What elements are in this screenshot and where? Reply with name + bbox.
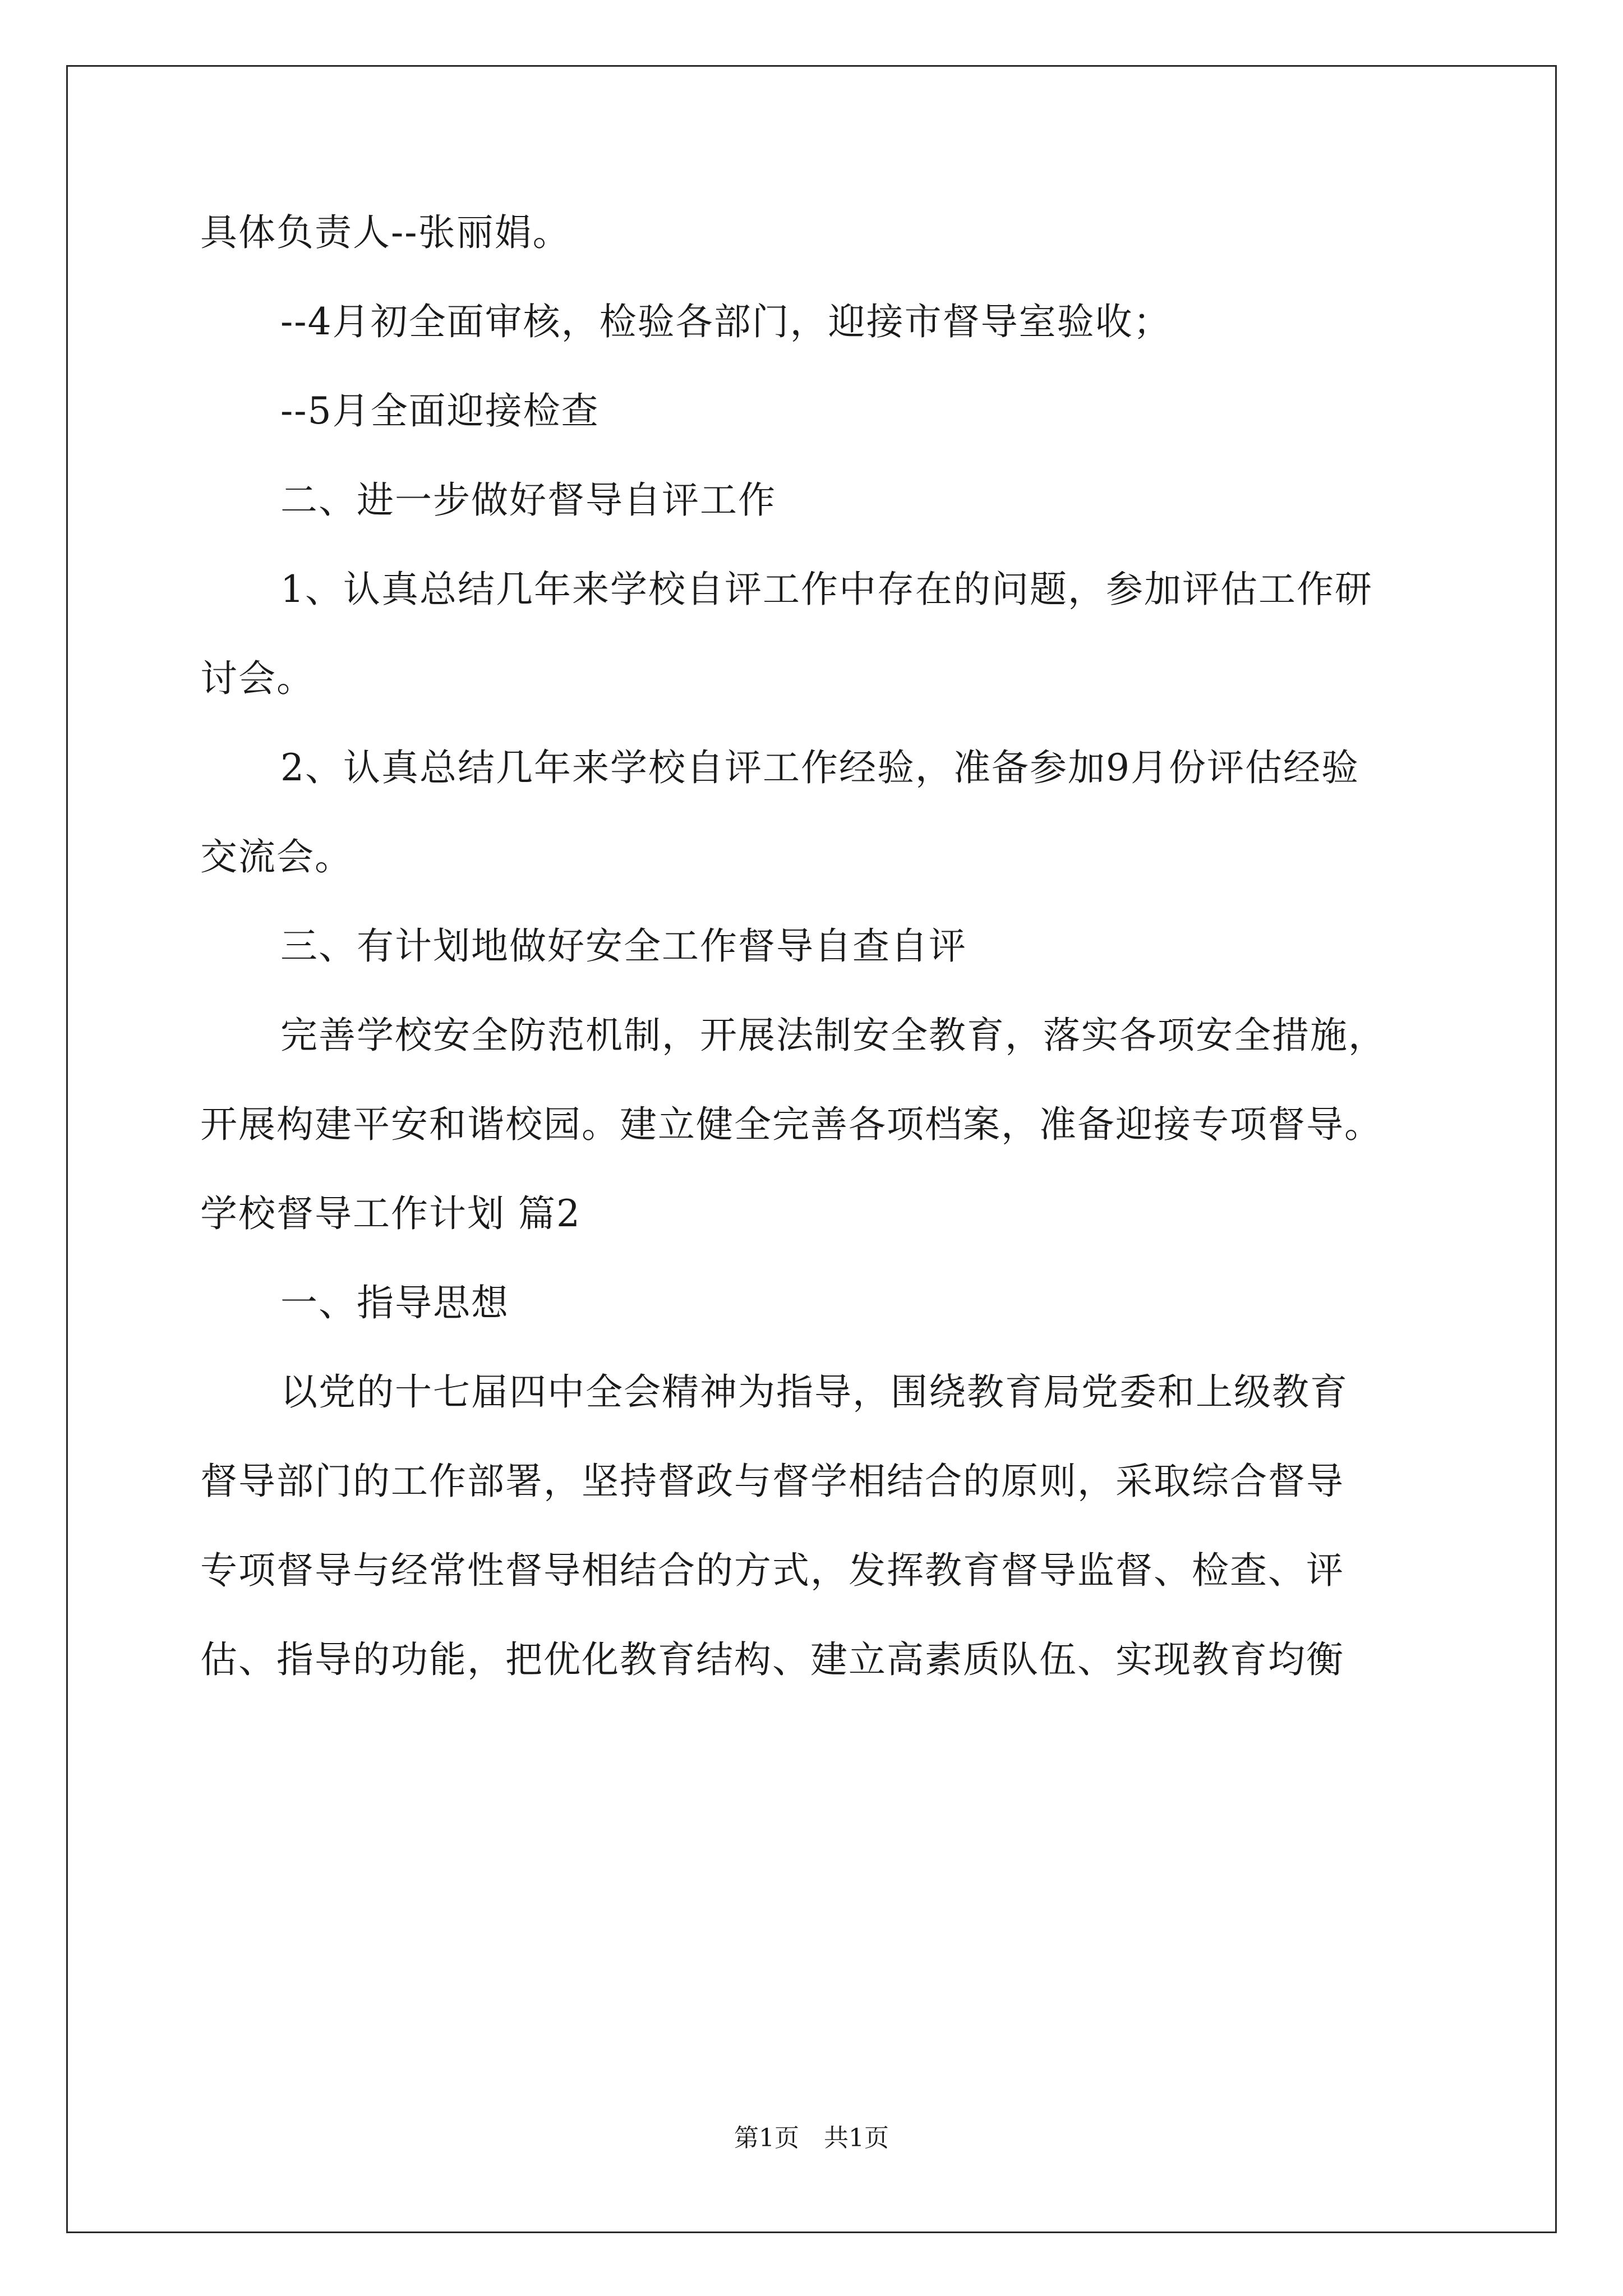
text-line: 开展构建平安和谐校园。建立健全完善各项档案，准备迎接专项督导。 [200, 1103, 1382, 1146]
text-line: --4月初全面审核，检验各部门，迎接市督导室验收； [280, 300, 1172, 343]
section-heading: 二、进一步做好督导自评工作 [280, 478, 776, 522]
text-line: 1、认真总结几年来学校自评工作中存在的问题，参加评估工作研 [280, 568, 1373, 611]
text-line: 以党的十七届四中全会精神为指导，围绕教育局党委和上级教育 [280, 1370, 1348, 1414]
text-line: 交流会。 [200, 835, 353, 878]
page-number: 第1页 [734, 2124, 799, 2152]
text-line: 完善学校安全防范机制，开展法制安全教育，落实各项安全措施， [280, 1014, 1386, 1057]
text-line: 2、认真总结几年来学校自评工作经验，准备参加9月份评估经验 [280, 746, 1359, 789]
chapter-title: 学校督导工作计划 篇2 [200, 1192, 581, 1235]
text-line: 专项督导与经常性督导相结合的方式，发挥教育督导监督、检查、评 [200, 1549, 1344, 1592]
text-line: 具体负责人--张丽娟。 [200, 211, 571, 254]
text-line: 估、指导的功能，把优化教育结构、建立高素质队伍、实现教育均衡 [200, 1638, 1344, 1681]
text-line: 督导部门的工作部署，坚持督政与督学相结合的原则，采取综合督导 [200, 1460, 1344, 1503]
page-footer [0, 2122, 1623, 2155]
text-line: --5月全面迎接检查 [280, 389, 600, 432]
section-heading: 三、有计划地做好安全工作督导自查自评 [280, 924, 967, 968]
text-line: 讨会。 [200, 657, 315, 700]
page-total: 共1页 [824, 2124, 889, 2152]
section-heading: 一、指导思想 [280, 1281, 509, 1324]
